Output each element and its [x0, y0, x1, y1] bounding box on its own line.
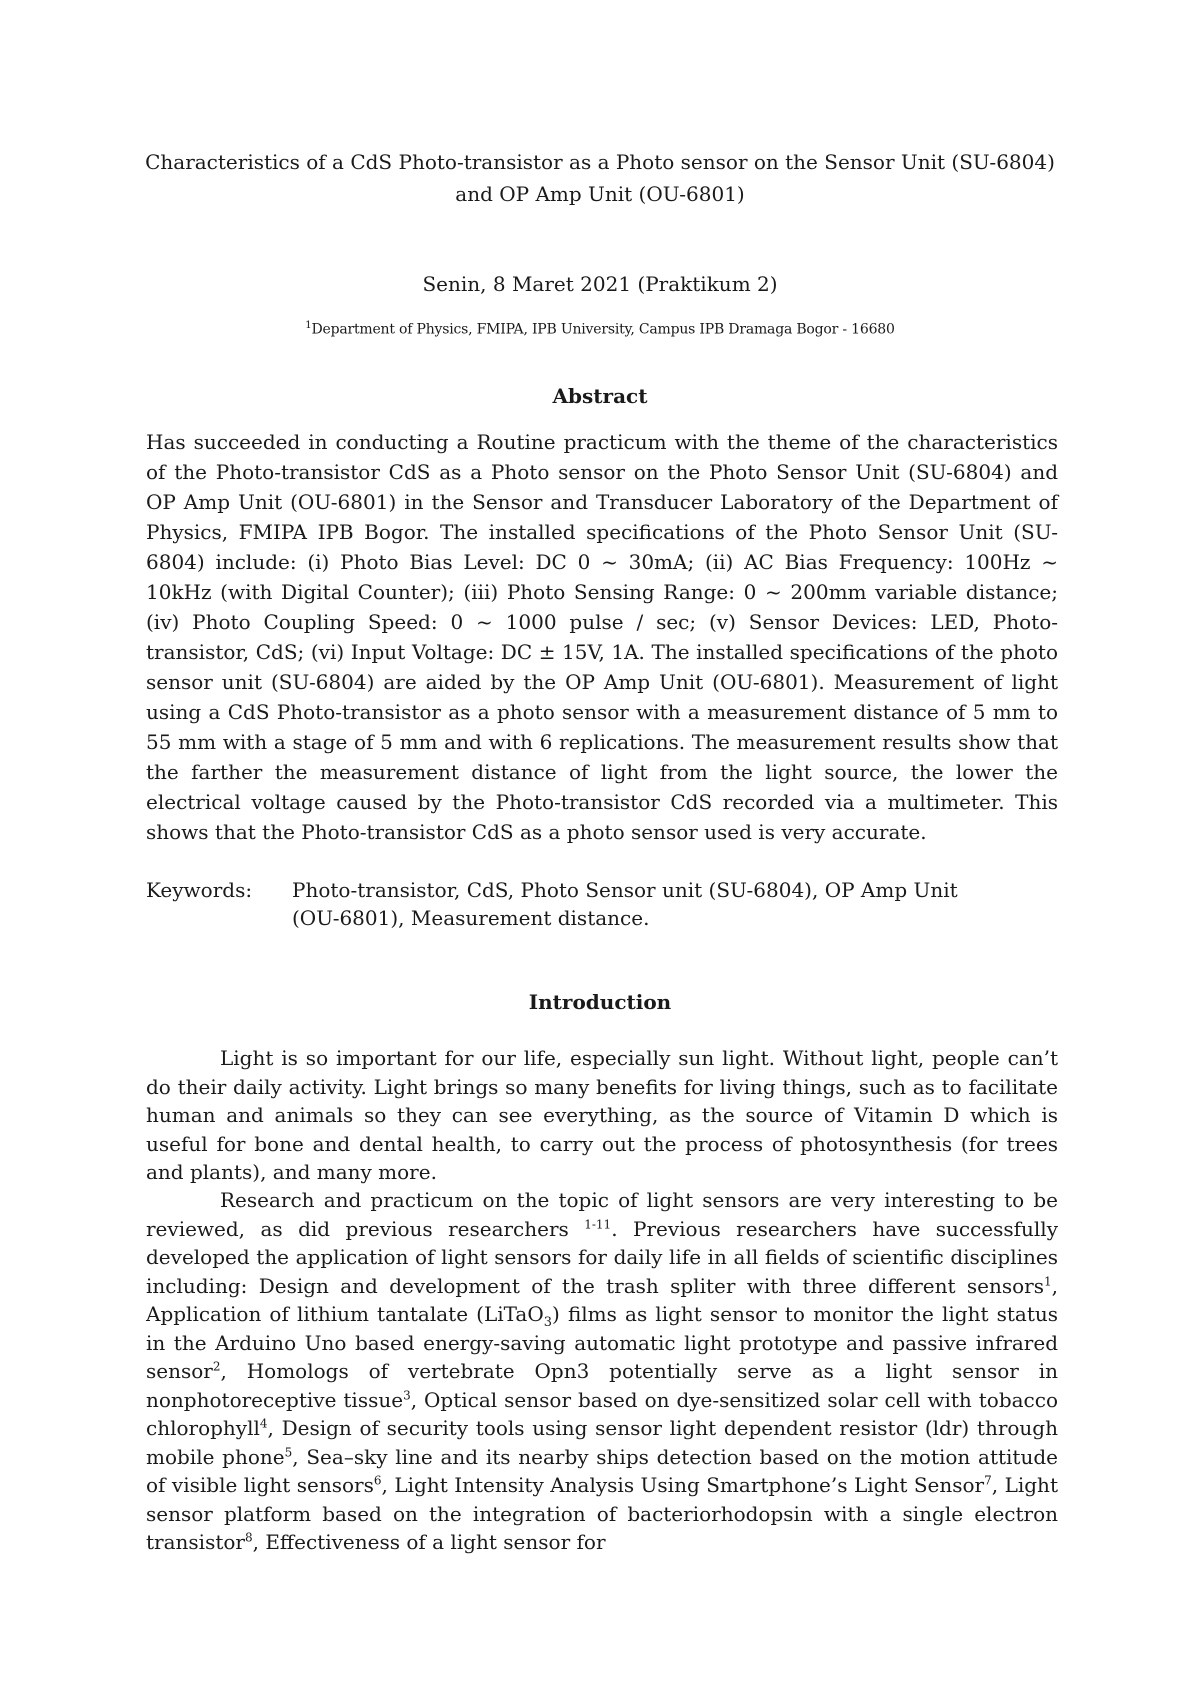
citation-8: 8 — [244, 1530, 253, 1545]
introduction-paragraph-1: Light is so important for our life, especially sun light. Without light, people can’t do their daily activity. Light brings so many benefits for living things, such as to facilitate human and animals so they can see everything, as the source of Vitamin D which is useful for bone and dental health, to carry out the process of photosynthesis (for trees and plants), and many more. — [146, 1046, 1058, 1184]
citation-range: 1-11 — [584, 1216, 612, 1231]
paper-title — [130, 146, 1070, 210]
intro-p2-text-10: , Light sensor platform based on the integration of bacteriorhodopsin with a single electron transistor — [146, 1473, 1058, 1554]
author-affiliation — [130, 316, 1070, 340]
chemical-subscript: 3 — [543, 1315, 553, 1330]
keywords-line-2: (OU-6801), Measurement distance. — [292, 906, 650, 930]
intro-p2-text-11: , Effectiveness of a light sensor for — [252, 1530, 606, 1554]
intro-p2-text-5: , Homologs of vertebrate Opn3 potentially serve as a light sensor in nonphotoreceptive tissue — [146, 1359, 1058, 1412]
intro-p2-text-9: , Light Intensity Analysis Using Smartphone’s Light Sensor — [381, 1473, 985, 1497]
intro-p2-text-4: ) films as light sensor to monitor the light status in the Arduino Uno based energy-saving automatic light prototype and passive infrared sensor — [146, 1302, 1058, 1383]
affiliation-text: Department of Physics, FMIPA, IPB University, Campus IPB Dramaga Bogor - 16680 — [311, 321, 895, 338]
intro-p2-text-6: , Optical sensor based on dye-sensitized solar cell with tobacco chlorophyll — [146, 1387, 1058, 1440]
abstract-body: Has succeeded in conducting a Routine practicum with the theme of the characteristics of the Photo-transistor CdS as a Photo sensor on the Photo Sensor Unit (SU-6804) and OP Amp Unit (OU-6801) in the Sensor and Transducer Laboratory of the Department of Physics, FMIPA IPB Bogor. The installed specifications of the Photo Sensor Unit (SU-6804) include: (i) Photo Bias Level: DC 0 ~ 30mA; (ii) AC Bias Frequency: 100Hz ~ 10kHz (with Digital Counter); (iii) Photo Sensing Range: 0 ~ 200mm variable distance; (iv) Photo Coupling Speed: 0 ~ 1000 pulse / sec; (v) Sensor Devices: LED, Photo-transistor, CdS; (vi) Input Voltage: DC ± 15V, 1A. The installed specifications of the photo sensor unit (SU-6804) are aided by the OP Amp Unit (OU-6801). Measurement of light using a CdS Photo-transistor as a photo sensor with a measurement distance of 5 mm to 55 mm with a stage of 5 mm and with 6 replications. The measurement results show that the farther the measurement distance of light from the light source, the lower the electrical voltage caused by the Photo-transistor CdS recorded via a multimeter. This shows that the Photo-transistor CdS as a photo sensor used is very accurate. — [146, 430, 1058, 844]
intro-p2-text-8: , Sea–sky line and its nearby ships detection based on the motion attitude of visible light sensors — [146, 1444, 1058, 1497]
intro-p2-text-3: , Application of lithium tantalate (LiTaO — [146, 1273, 1058, 1326]
paper-title-line-2: and OP Amp Unit (OU-6801) — [455, 182, 745, 206]
citation-1: 1 — [1044, 1273, 1052, 1288]
keywords-line-1: Photo-transistor, CdS, Photo Sensor unit (SU-6804), OP Amp Unit — [292, 878, 958, 902]
affiliation-mark: 1 — [305, 320, 312, 331]
citation-6: 6 — [373, 1473, 382, 1488]
intro-p2-text-2: . Previous researchers have successfully developed the application of light sensors for daily life in all fields of scientific disciplines including: Design and development of the trash spliter with three different sensors — [146, 1216, 1058, 1298]
citation-4: 4 — [259, 1416, 268, 1431]
intro-p2-text-7: , Design of security tools using sensor light dependent resistor (ldr) through mobile phone — [146, 1416, 1058, 1469]
keywords-label: Keywords: — [146, 878, 253, 902]
citation-2: 2 — [212, 1359, 221, 1374]
intro-p2-text-1: Research and practicum on the topic of light sensors are very interesting to be reviewed, as did previous researchers — [146, 1188, 1058, 1241]
practicum-date: Senin, 8 Maret 2021 (Praktikum 2) — [422, 272, 778, 296]
citation-5: 5 — [284, 1444, 293, 1459]
abstract-heading: Abstract — [552, 384, 648, 408]
keywords-list — [292, 876, 992, 932]
citation-7: 7 — [984, 1473, 992, 1488]
introduction-heading: Introduction — [528, 990, 672, 1014]
introduction-paragraph-2 — [146, 1186, 1058, 1557]
paper-title-line-1: Characteristics of a CdS Photo-transistor as a Photo sensor on the Sensor Unit (SU-6804) — [145, 150, 1055, 174]
citation-3: 3 — [403, 1387, 411, 1402]
